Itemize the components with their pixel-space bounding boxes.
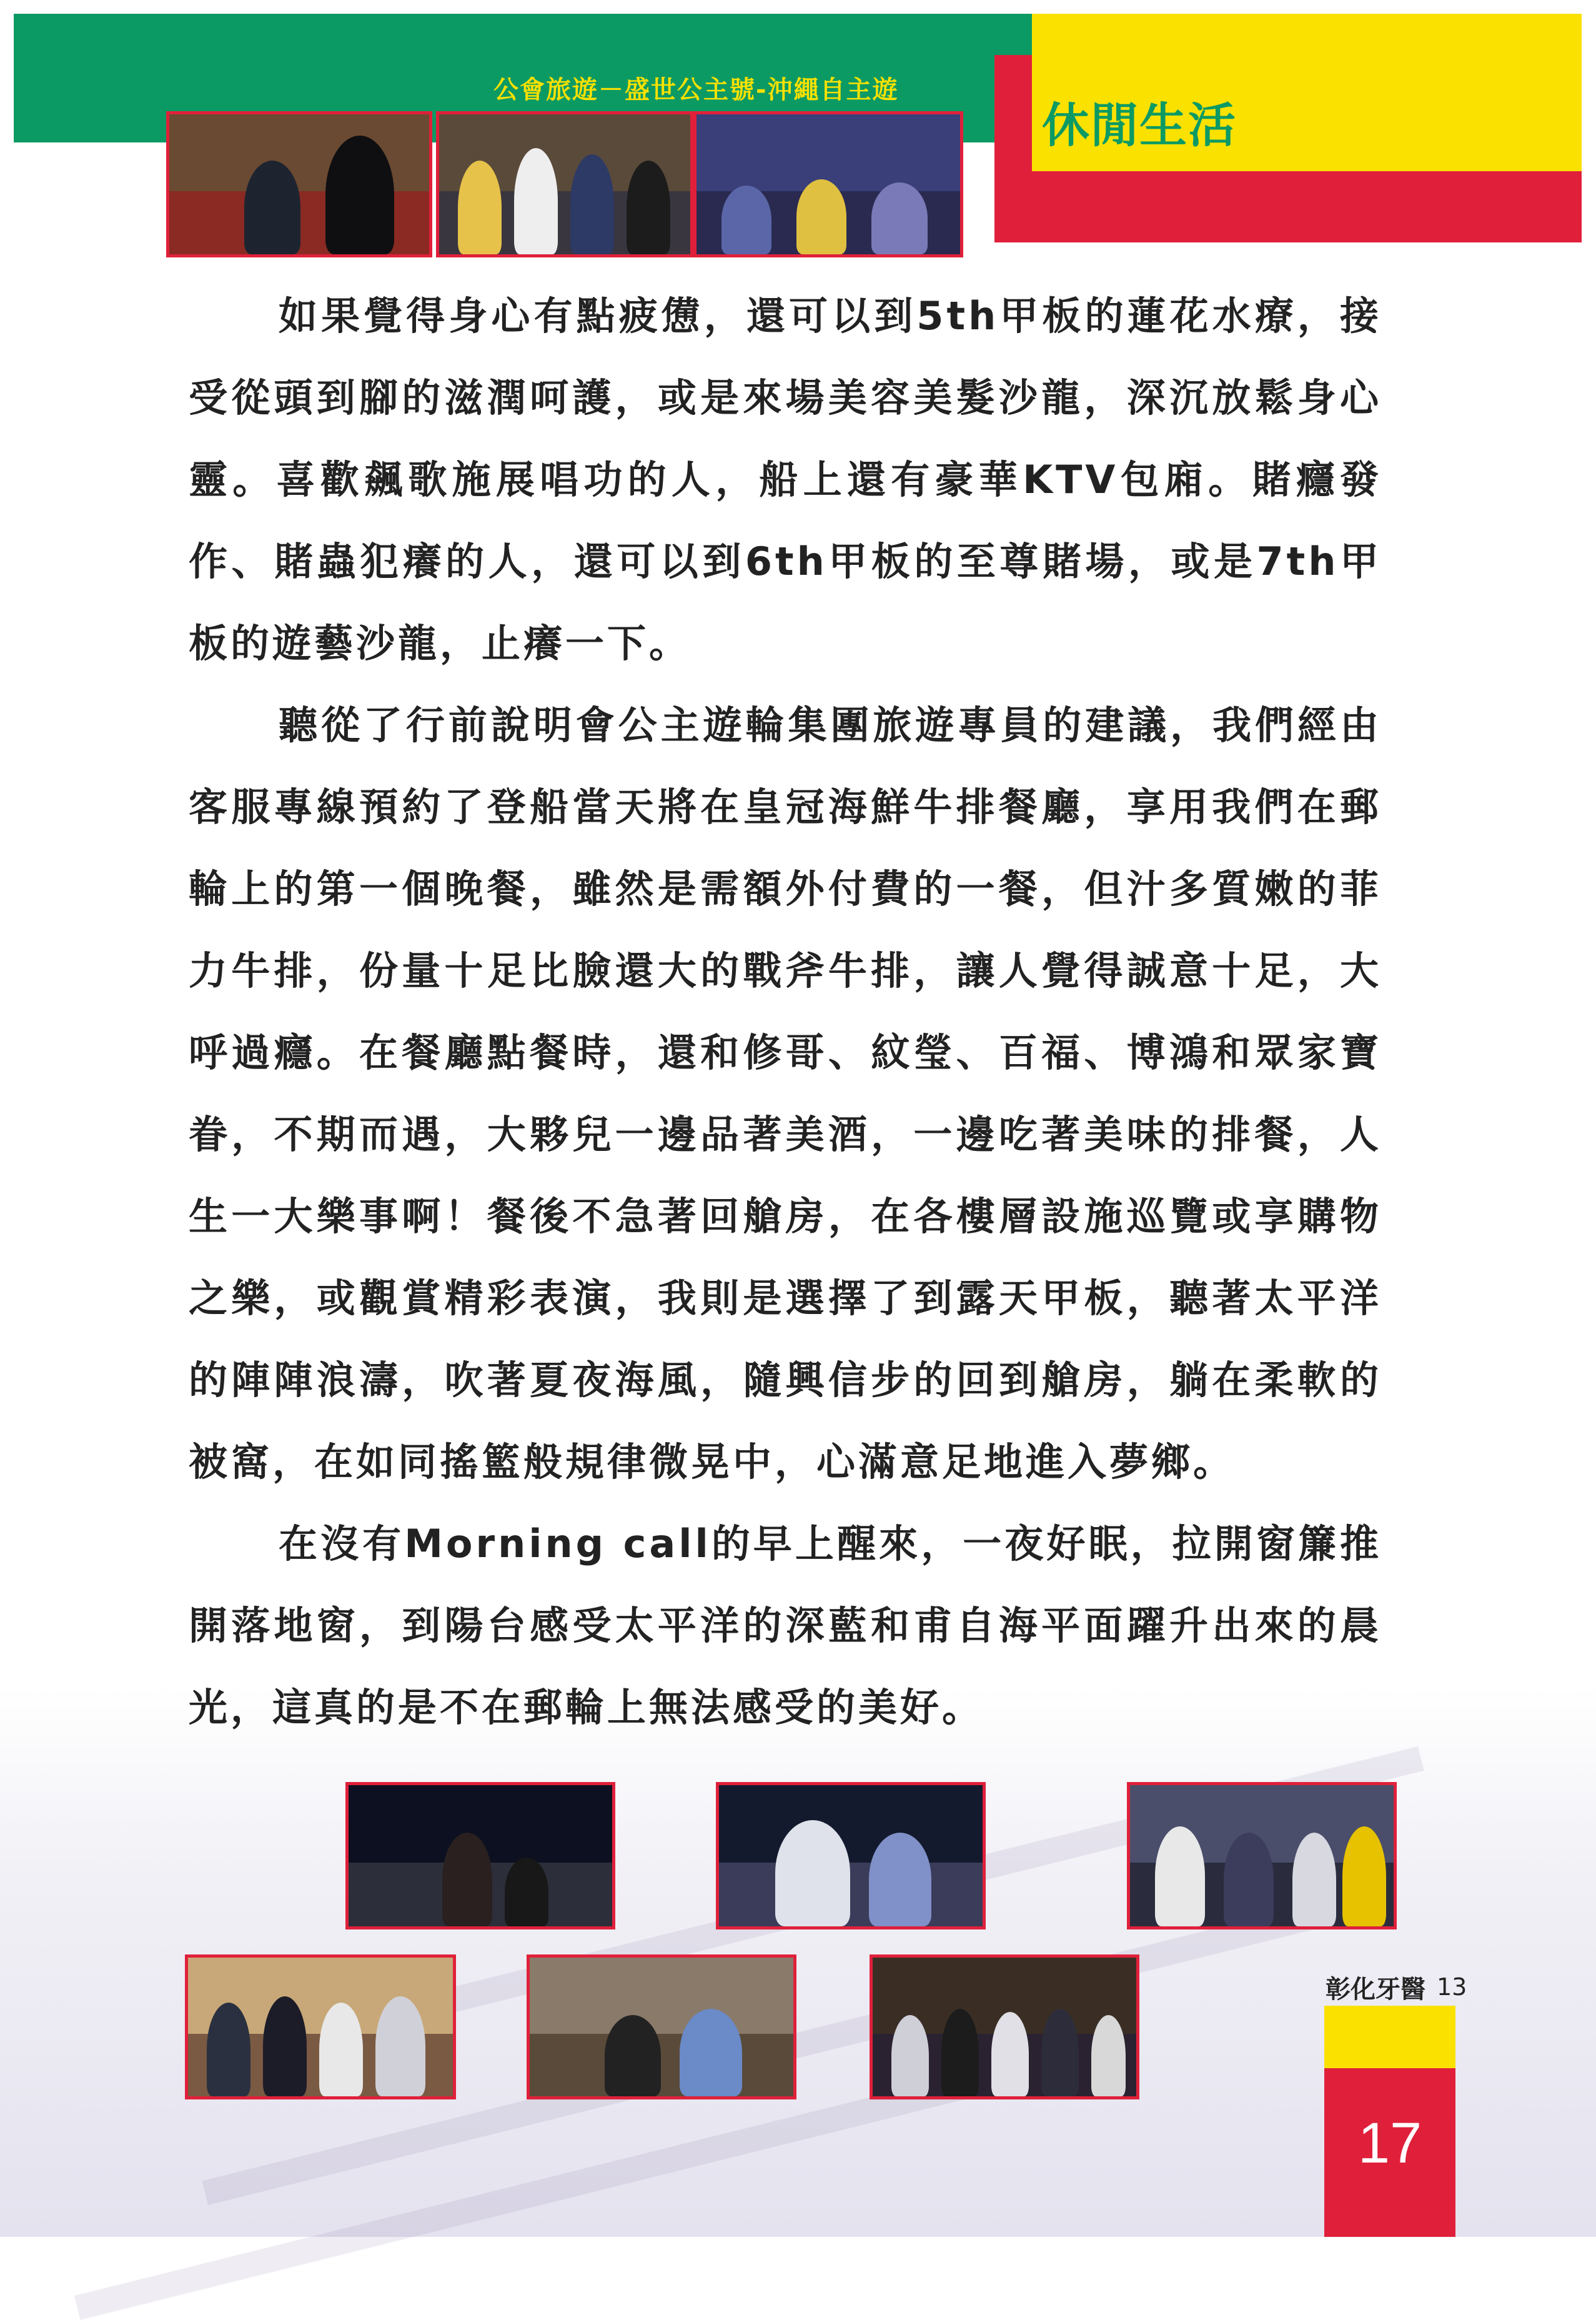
magazine-issue-number: 13	[1437, 1973, 1467, 2001]
section-title: 休閒生活	[1042, 97, 1237, 153]
photo-group-mugs	[1127, 1782, 1397, 1929]
paragraph: 在沒有Morning call的早上醒來，一夜好眠，拉開窗簾推開落地窗，到陽台感受太平洋的深藍和甫自海平面躍升出來的晨光，這真的是不在郵輪上無法感受的美好。	[189, 1521, 1382, 1730]
photo-seated-lounge	[527, 1954, 796, 2099]
photo-night-deck	[345, 1782, 615, 1929]
photo-group-chandelier	[870, 1954, 1139, 2099]
page-number-yellow-block	[1324, 2006, 1455, 2068]
paragraph: 聽從了行前說明會公主遊輪集團旅遊專員的建議，我們經由客服專線預約了登船當天將在皇冠海鮮牛排餐廳，享用我們在郵輪上的第一個晚餐，雖然是需額外付費的一餐，但汁多質嫩的菲力牛排，份量十足比臉還大的戰斧牛排，讓人覺得誠意十足，大呼過癮。在餐廳點餐時，還和修哥、紋瑩、百福、博鴻和眾家寶眷，不期而遇，大夥兒一邊品著美酒，一邊吃著美味的排餐，人生一大樂事啊！餐後不急著回艙房，在各樓層設施巡覽或享購物之樂，或觀賞精彩表演，我則是選擇了到露天甲板，聽著太平洋的陣陣浪濤，吹著夏夜海風，隨興信步的回到艙房，躺在柔軟的被窩，在如同搖籃般規律微晃中，心滿意足地進入夢鄉。	[189, 702, 1382, 1485]
photo-group-theater	[693, 111, 963, 257]
banner-title: 公會旅遊－盛世公主號-沖繩自主遊	[493, 76, 899, 104]
page-number: 17	[1357, 2111, 1422, 2175]
paragraph: 如果覺得身心有點疲憊，還可以到5th甲板的蓮花水療，接受從頭到腳的滋潤呵護，或是來場美容美髮沙龍，深沉放鬆身心靈。喜歡飆歌施展唱功的人，船上還有豪華KTV包廂。賭癮發作、賭蟲犯癢的人，還可以到6th甲板的至尊賭場，或是7th甲板的遊藝沙龍，止癢一下。	[189, 293, 1382, 666]
photo-group-breakfast	[185, 1954, 456, 2099]
magazine-logo: 彰化牙醫	[1326, 1974, 1425, 2004]
photo-thumbs-up	[716, 1782, 986, 1929]
article-body	[189, 275, 1382, 1748]
photo-group-lounge	[436, 111, 693, 257]
photo-restaurant-couple	[166, 111, 432, 257]
